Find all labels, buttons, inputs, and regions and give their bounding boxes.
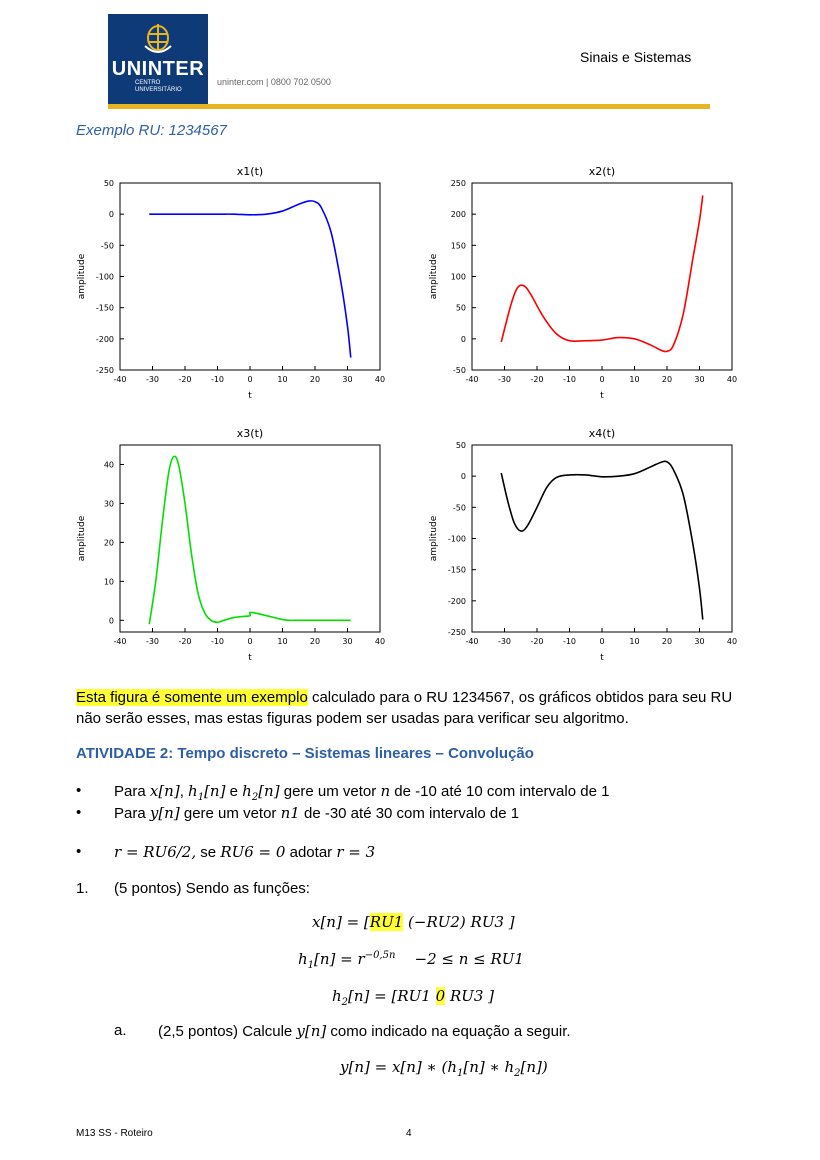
x-tick-label: 30 [342, 375, 353, 384]
y-axis-label: amplitude [429, 253, 439, 300]
x-tick-label: 20 [661, 637, 673, 646]
globe-icon [143, 22, 173, 56]
x-tick-label: 10 [629, 375, 640, 384]
chart-x4 [412, 420, 752, 672]
x-tick-label: -20 [178, 637, 192, 646]
x-tick-label: 40 [726, 637, 738, 646]
footer-doc-name: M13 SS - Roteiro [76, 1128, 153, 1139]
example-note [76, 687, 756, 729]
x-tick-label: 30 [342, 637, 353, 646]
x-axis-label: t [600, 391, 604, 401]
note-highlight: Esta figura é somente um exemplo [76, 689, 308, 706]
x-tick-label: 10 [277, 375, 288, 384]
y-tick-label: 200 [450, 210, 466, 220]
x-tick-label: 0 [247, 375, 253, 384]
y-tick-label: 0 [460, 472, 466, 482]
y-tick-label: -250 [447, 628, 466, 637]
x-tick-label: -30 [145, 375, 160, 384]
x-tick-label: -40 [465, 375, 479, 384]
series-line [149, 456, 351, 624]
x-tick-label: -10 [562, 637, 577, 646]
x-tick-label: 40 [374, 375, 386, 384]
item-1-number: 1. [76, 880, 89, 897]
x-tick-label: 30 [694, 637, 705, 646]
header-divider [108, 104, 710, 109]
y-tick-label: 250 [450, 179, 466, 188]
x-axis-label: t [248, 391, 252, 401]
x-axis-label: t [248, 653, 252, 663]
contact-info: uninter.com | 0800 702 0500 [217, 77, 331, 87]
y-tick-label: -150 [95, 303, 114, 313]
y-tick-label: 20 [103, 538, 114, 548]
plot-frame [472, 445, 732, 632]
x-tick-label: 20 [661, 375, 673, 384]
y-tick-label: 10 [103, 577, 114, 587]
y-tick-label: -50 [452, 503, 466, 513]
y-tick-label: 100 [450, 272, 466, 282]
y-tick-label: 0 [460, 334, 466, 344]
y-tick-label: 50 [455, 441, 466, 450]
equation-y: y[n] = x[n] ∗ ($h_1[n]$ ∗ $h_2[n]$) [340, 1058, 548, 1079]
x-tick-label: 30 [694, 375, 705, 384]
item-a-number: a. [114, 1022, 127, 1039]
y-tick-label: 0 [108, 210, 114, 220]
x-axis-label: t [600, 653, 604, 663]
logo-subtitle: CENTRO UNIVERSITÁRIO [135, 80, 182, 93]
uninter-logo [108, 14, 208, 106]
x-tick-label: -30 [497, 637, 512, 646]
x-tick-label: 40 [726, 375, 738, 384]
y-tick-label: 50 [103, 179, 114, 188]
x-tick-label: 0 [599, 375, 605, 384]
chart-x1 [60, 158, 400, 410]
y-tick-label: 150 [450, 241, 466, 251]
plot-frame [120, 445, 380, 632]
plot-frame [472, 183, 732, 370]
item-a-text: (2,5 pontos) Calcule y[n] como indicado na equação a seguir. [158, 1022, 571, 1040]
chart-x2 [412, 158, 752, 410]
x-tick-label: 20 [309, 637, 321, 646]
x-tick-label: -30 [145, 637, 160, 646]
x-tick-label: -20 [530, 637, 544, 646]
chart-title: x1(t) [236, 165, 264, 178]
y-tick-label: 40 [103, 460, 114, 470]
note-text: calculado para o RU 1234567, os gráficos obtidos para seu RU não serão esses, mas estas figuras podem ser usadas para verificar seu algoritmo. [76, 689, 733, 727]
y-axis-label: amplitude [429, 515, 439, 562]
y-tick-label: -100 [447, 534, 466, 544]
chart-title: x4(t) [588, 427, 616, 440]
y-tick-label: -50 [100, 241, 114, 251]
x-tick-label: 40 [374, 637, 386, 646]
equation-h1: $h_1[n] = r^{-0,5n}$ −2 ≤ n ≤ RU1 [298, 950, 524, 971]
y-axis-label: amplitude [77, 253, 87, 300]
chart-title: x2(t) [588, 165, 616, 178]
y-tick-label: -200 [447, 596, 466, 606]
x-tick-label: -40 [465, 637, 479, 646]
x-tick-label: -20 [178, 375, 192, 384]
equation-h2: $h_2[n] = [RU1$ 0 RU3 ] [332, 987, 495, 1008]
y-tick-label: 50 [455, 303, 466, 313]
y-tick-label: -150 [447, 565, 466, 575]
plot-frame [120, 183, 380, 370]
logo-name: UNINTER [111, 58, 205, 80]
series-line [501, 461, 703, 619]
y-tick-label: -50 [452, 366, 466, 375]
x-tick-label: -10 [562, 375, 577, 384]
example-title: Exemplo RU: 1234567 [76, 122, 227, 139]
section-title: ATIVIDADE 2: Tempo discreto – Sistemas lineares – Convolução [76, 745, 534, 762]
course-name: Sinais e Sistemas [580, 49, 692, 65]
x-tick-label: -40 [113, 375, 127, 384]
x-tick-label: -10 [210, 637, 225, 646]
y-axis-label: amplitude [77, 515, 87, 562]
series-line [501, 195, 703, 351]
y-tick-label: 30 [103, 499, 114, 509]
equation-x: x[n] = [RU1 (−RU2) RU3 ] [312, 913, 515, 931]
x-tick-label: 10 [629, 637, 640, 646]
x-tick-label: -40 [113, 637, 127, 646]
y-tick-label: -100 [95, 272, 114, 282]
series-line [149, 201, 351, 358]
page-number: 4 [406, 1128, 412, 1139]
x-tick-label: 20 [309, 375, 321, 384]
x-tick-label: 0 [247, 637, 253, 646]
y-tick-label: -250 [95, 366, 114, 375]
x-tick-label: -30 [497, 375, 512, 384]
y-tick-label: -200 [95, 334, 114, 344]
x-tick-label: 0 [599, 637, 605, 646]
y-tick-label: 0 [108, 616, 114, 626]
x-tick-label: 10 [277, 637, 288, 646]
x-tick-label: -20 [530, 375, 544, 384]
chart-title: x3(t) [236, 427, 264, 440]
x-tick-label: -10 [210, 375, 225, 384]
item-1-text: (5 pontos) Sendo as funções: [114, 880, 310, 897]
chart-x3 [60, 420, 400, 672]
